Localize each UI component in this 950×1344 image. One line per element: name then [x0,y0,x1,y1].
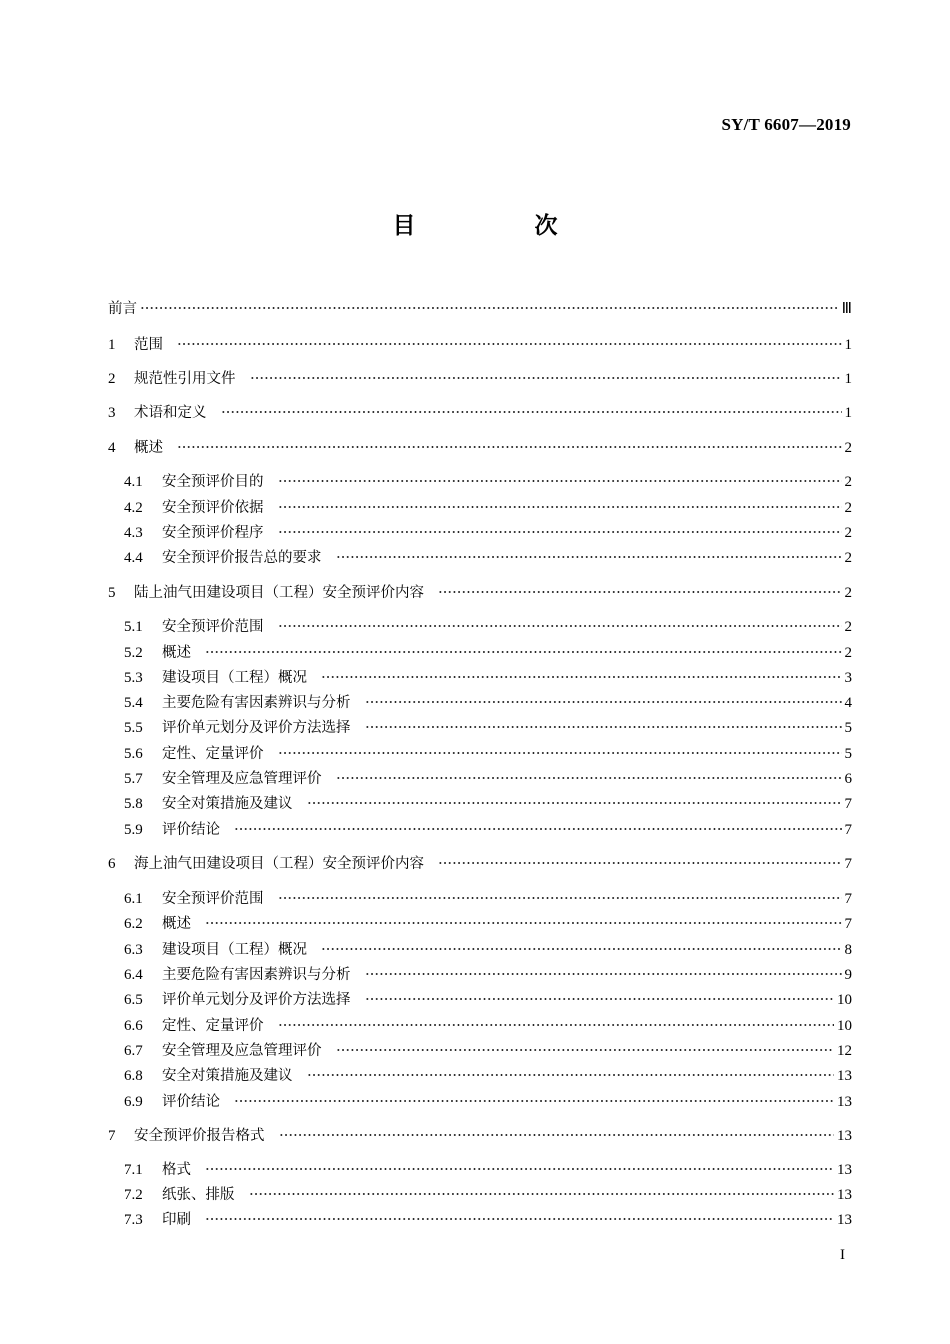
toc-entry-number: 5.5 [124,720,143,736]
toc-leader-dots [205,918,842,928]
toc-entry-number: 5.7 [124,771,143,787]
toc-entry-number: 6.5 [124,992,143,1008]
toc-entry-title: 评价结论 [162,1094,220,1110]
toc-leader-dots [177,442,842,452]
toc-leader-dots [278,893,842,903]
toc-entry-page: Ⅲ [841,301,852,317]
toc-leader-dots [250,373,842,383]
toc-entry-title: 安全预评价范围 [162,891,264,907]
toc-entry-page: 12 [837,1043,852,1059]
toc-entry-page: 2 [844,500,852,516]
toc-entry-number: 5.2 [124,645,143,661]
standard-code: SY/T 6607—2019 [721,115,851,134]
toc-entry[interactable] [0,401,950,425]
toc-entry-title: 安全预评价范围 [162,619,264,635]
toc-leader-dots [365,697,842,707]
toc-entry-title: 前言 [108,301,137,317]
toc-entry-number: 1 [108,337,116,353]
toc-entry[interactable] [0,1124,950,1148]
toc-leader-dots [365,969,842,979]
toc-entry-title: 定性、定量评价 [162,746,264,762]
toc-entry-page: 7 [844,916,852,932]
toc-entry[interactable] [0,333,950,357]
toc-entry-title: 概述 [162,645,191,661]
toc-entry-number: 7.3 [124,1212,143,1228]
toc-leader-dots [278,502,842,512]
toc-entry[interactable] [0,297,950,321]
toc-leader-dots [365,994,835,1004]
toc-entry[interactable] [0,1014,950,1038]
toc-entry[interactable] [0,938,950,962]
toc-leader-dots [205,647,842,657]
toc-entry[interactable] [0,1090,950,1114]
toc-entry-title: 安全预评价程序 [162,525,264,541]
toc-entry-page: 1 [844,405,852,421]
toc-entry[interactable] [0,1039,950,1063]
toc-entry-number: 7.2 [124,1187,143,1203]
toc-entry[interactable] [0,521,950,545]
toc-entry-page: 4 [844,695,852,711]
toc-entry-number: 6.8 [124,1068,143,1084]
toc-leader-dots [140,303,839,313]
toc-entry-title: 安全对策措施及建议 [162,796,293,812]
toc-leader-dots [205,1214,834,1224]
toc-entry-page: 3 [844,670,852,686]
toc-entry-title: 安全预评价目的 [162,474,264,490]
toc-leader-dots [221,407,842,417]
toc-entry-number: 5.4 [124,695,143,711]
toc-entry-page: 6 [844,771,852,787]
toc-entry[interactable] [0,792,950,816]
toc-entry[interactable] [0,436,950,460]
toc-entry-number: 4.3 [124,525,143,541]
toc-entry-page: 7 [844,796,852,812]
toc-entry-page: 13 [837,1094,852,1110]
toc-entry-title: 海上油气田建设项目（工程）安全预评价内容 [134,856,424,872]
toc-entry-number: 6.3 [124,942,143,958]
toc-entry-number: 4.1 [124,474,143,490]
toc-entry-title: 建设项目（工程）概况 [162,942,307,958]
toc-entry[interactable] [0,963,950,987]
toc-entry[interactable] [0,716,950,740]
toc-entry-title: 安全管理及应急管理评价 [162,1043,322,1059]
toc-leader-dots [438,858,842,868]
toc-entry-title: 评价结论 [162,822,220,838]
toc-entry-title: 范围 [134,337,163,353]
toc-entry-number: 6.9 [124,1094,143,1110]
toc-entry-page: 7 [844,856,852,872]
toc-entry[interactable] [0,742,950,766]
toc-entry-page: 2 [844,619,852,635]
toc-entry-number: 6.7 [124,1043,143,1059]
toc-leader-dots [438,587,842,597]
toc-entry-number: 4 [108,440,116,456]
toc-entry-title: 安全管理及应急管理评价 [162,771,322,787]
toc-entry-number: 6.1 [124,891,143,907]
toc-leader-dots [365,722,842,732]
toc-entry[interactable] [0,546,950,570]
toc-entry-page: 10 [837,992,852,1008]
toc-entry-number: 5.9 [124,822,143,838]
toc-entry-title: 评价单元划分及评价方法选择 [162,720,351,736]
toc-leader-dots [336,552,842,562]
toc-entry[interactable] [0,666,950,690]
toc-entry[interactable] [0,1158,950,1182]
toc-entry-page: 2 [844,525,852,541]
toc-entry-title: 评价单元划分及评价方法选择 [162,992,351,1008]
toc-leader-dots [234,1096,834,1106]
toc-entry[interactable] [0,1064,950,1088]
toc-entry[interactable] [0,1183,950,1207]
toc-entry-number: 5.3 [124,670,143,686]
toc-leader-dots [336,1045,835,1055]
toc-entry-title: 纸张、排版 [162,1187,235,1203]
toc-leader-dots [321,672,842,682]
toc-entry[interactable] [0,988,950,1012]
toc-leader-dots [321,944,842,954]
toc-entry-title: 格式 [162,1162,191,1178]
toc-entry-number: 5 [108,585,116,601]
toc-leader-dots [307,1070,835,1080]
toc-leader-dots [249,1189,835,1199]
toc-entry-page: 2 [844,645,852,661]
toc-entry[interactable] [0,641,950,665]
toc-entry-page: 8 [844,942,852,958]
toc-entry-page: 10 [837,1018,852,1034]
toc-entry-number: 6.4 [124,967,143,983]
toc-entry-page: 9 [844,967,852,983]
toc-entry-title: 概述 [162,916,191,932]
toc-entry-title: 建设项目（工程）概况 [162,670,307,686]
toc-entry-title: 印刷 [162,1212,191,1228]
toc-entry-page: 1 [844,371,852,387]
toc-entry-number: 3 [108,405,116,421]
toc-entry-number: 6.6 [124,1018,143,1034]
toc-entry-page: 2 [844,585,852,601]
toc-entry-number: 2 [108,371,116,387]
toc-entry-number: 4.2 [124,500,143,516]
toc-entry-title: 安全对策措施及建议 [162,1068,293,1084]
toc-entry-page: 5 [844,746,852,762]
toc-entry-page: 5 [844,720,852,736]
toc-entry[interactable] [0,615,950,639]
toc-entry-page: 13 [837,1128,852,1144]
toc-entry-title: 定性、定量评价 [162,1018,264,1034]
toc-entry-title: 陆上油气田建设项目（工程）安全预评价内容 [134,585,424,601]
toc-leader-dots [278,621,842,631]
toc-leader-dots [307,798,842,808]
toc-entry[interactable] [0,767,950,791]
toc-entry-number: 6 [108,856,116,872]
toc-entry-page: 7 [844,891,852,907]
toc-entry[interactable] [0,581,950,605]
toc-entry-page: 13 [837,1068,852,1084]
toc-leader-dots [278,1020,835,1030]
toc-entry[interactable] [0,818,950,842]
toc-entry-title: 安全预评价依据 [162,500,264,516]
toc-entry-title: 概述 [134,440,163,456]
toc-entry-number: 5.1 [124,619,143,635]
toc-entry-title: 规范性引用文件 [134,371,236,387]
toc-leader-dots [279,1130,835,1140]
toc-entry-number: 7 [108,1128,116,1144]
toc-entry[interactable] [0,496,950,520]
toc-entry-page: 2 [844,474,852,490]
toc-entry-title: 主要危险有害因素辨识与分析 [162,967,351,983]
toc-entry-page: 7 [844,822,852,838]
toc-entry-page: 2 [844,550,852,566]
toc-leader-dots [177,339,842,349]
toc-entry-title: 安全预评价报告格式 [134,1128,265,1144]
toc-entry[interactable] [0,912,950,936]
toc-leader-dots [234,824,842,834]
page-title: 目 次 [392,213,606,239]
toc-entry[interactable] [0,1208,950,1232]
toc-leader-dots [336,773,842,783]
toc-entry-page: 13 [837,1187,852,1203]
toc-entry-number: 5.6 [124,746,143,762]
toc-leader-dots [278,527,842,537]
toc-leader-dots [205,1164,834,1174]
page-number: I [840,1247,845,1263]
toc-entry-page: 2 [844,440,852,456]
toc-entry-number: 7.1 [124,1162,143,1178]
toc-entry-title: 主要危险有害因素辨识与分析 [162,695,351,711]
toc-leader-dots [278,748,842,758]
toc-leader-dots [278,476,842,486]
toc-entry-page: 13 [837,1162,852,1178]
toc-entry-title: 术语和定义 [134,405,207,421]
toc-entry[interactable] [0,887,950,911]
toc-entry-page: 1 [844,337,852,353]
toc-entry-number: 5.8 [124,796,143,812]
toc-entry[interactable] [0,367,950,391]
toc-entry-number: 6.2 [124,916,143,932]
toc-entry[interactable] [0,470,950,494]
toc-entry-page: 13 [837,1212,852,1228]
toc-entry[interactable] [0,691,950,715]
toc-entry[interactable] [0,852,950,876]
toc-entry-number: 4.4 [124,550,143,566]
toc-entry-title: 安全预评价报告总的要求 [162,550,322,566]
